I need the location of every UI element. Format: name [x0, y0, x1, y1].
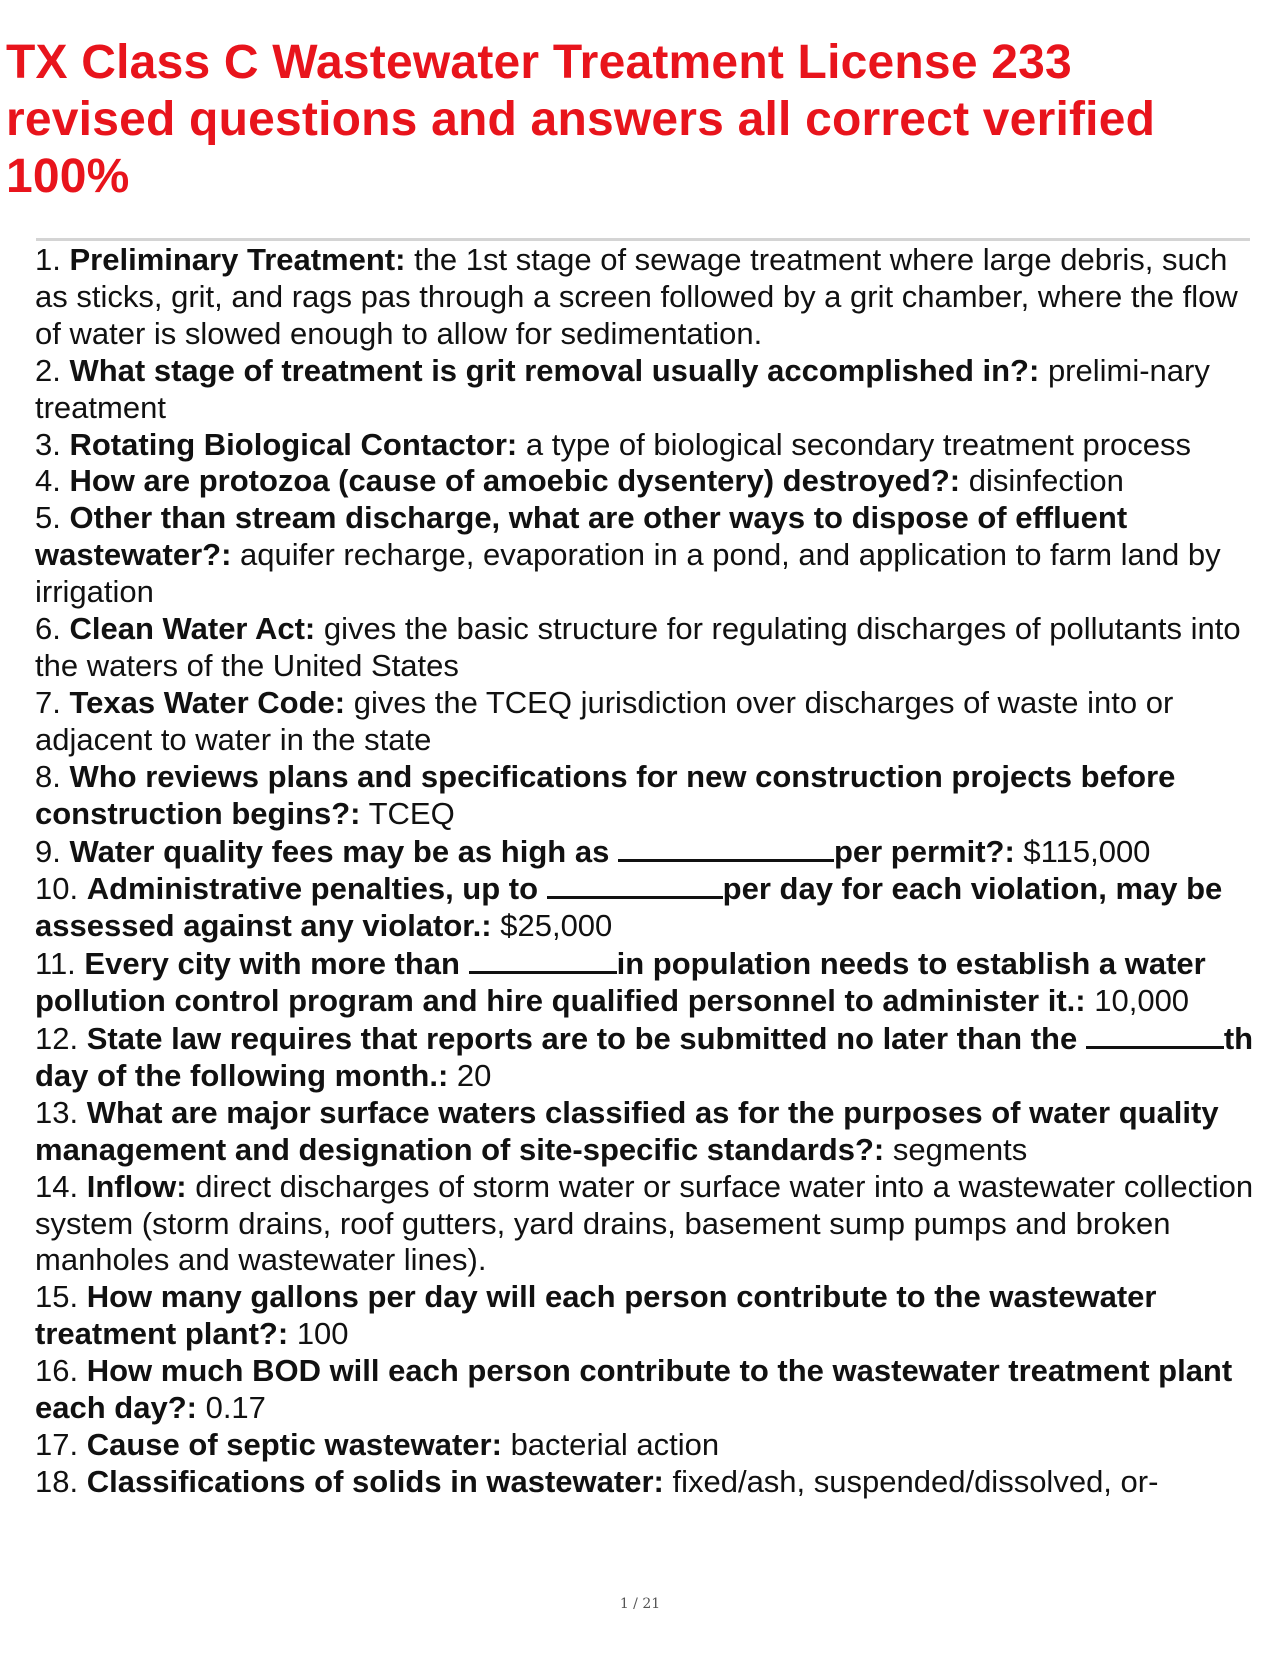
- question-before-blank: State law requires that reports are to be submitted no later than the: [86, 1021, 1078, 1057]
- item-number: 11.: [35, 946, 76, 982]
- answer: 0.17: [205, 1390, 266, 1426]
- question: Other than stream discharge, what are other ways to dispose of effluent wastewater?:: [35, 500, 1128, 573]
- question-after-blank: in population needs to establish a water pollution control program and hire qualified personnel to administer it.:: [35, 946, 1206, 1019]
- document-title: TX Class C Wastewater Treatment License 233 revised questions and answers all correct verified 100%: [6, 36, 1156, 203]
- answer: TCEQ: [368, 795, 455, 831]
- qa-item-15: [35, 1279, 1255, 1353]
- question: Who reviews plans and specifications for new construction projects before construction begins?:: [35, 758, 1176, 831]
- answer: bacterial action: [510, 1427, 720, 1462]
- page-number: 1 / 21: [619, 1596, 661, 1612]
- question: Inflow:: [86, 1168, 187, 1204]
- question: How many gallons per day will each person contribute to the wastewater treatment plant?:: [35, 1279, 1157, 1352]
- question-before-blank: Every city with more than: [84, 946, 460, 982]
- qa-item-1: [35, 242, 1255, 353]
- qa-item-4: [35, 463, 1255, 500]
- answer: $115,000: [1023, 833, 1151, 869]
- qa-item-5: [35, 500, 1255, 611]
- question: Preliminary Treatment:: [69, 242, 406, 277]
- qa-item-2: [35, 353, 1255, 427]
- fill-in-blank: [469, 945, 617, 974]
- answer: direct discharges of storm water or surface water into a wastewater collection system (storm drains, roof gutters, yard drains, basement sump pumps and broken manholes and wastewater lines).: [35, 1168, 1254, 1278]
- qa-item-14: [35, 1169, 1255, 1280]
- question: What stage of treatment is grit removal usually accomplished in?:: [69, 352, 1040, 388]
- answer: 20: [456, 1057, 492, 1093]
- item-number: 15.: [35, 1279, 79, 1315]
- item-number: 9.: [35, 833, 61, 869]
- qa-item-7: [35, 685, 1255, 759]
- question: What are major surface waters classified as for the purposes of water quality management and designation of site-specific standards?:: [35, 1094, 1219, 1167]
- answer: $25,000: [500, 908, 613, 944]
- answer: 10,000: [1094, 983, 1190, 1019]
- fill-in-blank: [618, 833, 834, 862]
- item-number: 2.: [35, 352, 61, 388]
- item-number: 10.: [35, 871, 79, 907]
- qa-item-17: [35, 1427, 1255, 1464]
- item-number: 1.: [35, 242, 61, 277]
- question-before-blank: Water quality fees may be as high as: [69, 833, 610, 869]
- question-after-blank: per day for each violation, may be assessed against any violator.:: [35, 871, 1223, 944]
- answer: prelimi-nary treatment: [35, 352, 1210, 425]
- item-number: 5.: [35, 500, 61, 536]
- qa-item-8: [35, 759, 1255, 833]
- item-number: 8.: [35, 758, 61, 794]
- question: Classifications of solids in wastewater:: [86, 1463, 664, 1499]
- question-after-blank: per permit?:: [833, 833, 1015, 869]
- answer: gives the TCEQ jurisdiction over discharges of waste into or adjacent to water in the state: [35, 684, 1174, 757]
- question: Clean Water Act:: [69, 611, 316, 647]
- qa-item-3: [35, 427, 1255, 464]
- question: How are protozoa (cause of amoebic dysentery) destroyed?:: [69, 463, 961, 499]
- qa-item-9: [35, 833, 1255, 871]
- qa-list: [35, 242, 1255, 1501]
- qa-item-13: [35, 1095, 1255, 1169]
- answer: gives the basic structure for regulating discharges of pollutants into the waters of the United States: [35, 611, 1241, 683]
- qa-item-12: [35, 1020, 1255, 1095]
- answer: segments: [892, 1131, 1028, 1167]
- answer: 100: [296, 1316, 349, 1352]
- question-after-blank: th day of the following month.:: [35, 1021, 1254, 1093]
- qa-item-11: [35, 945, 1255, 1020]
- question: Cause of septic wastewater:: [86, 1427, 502, 1462]
- question-before-blank: Administrative penalties, up to: [86, 871, 539, 907]
- item-number: 3.: [35, 426, 61, 462]
- fill-in-blank: [547, 870, 723, 899]
- qa-item-6: [35, 611, 1255, 685]
- answer: the 1st stage of sewage treatment where large debris, such as sticks, grit, and rags pas through a screen followed by a grit chamber, where the flow of water is slowed enough to allow for sedimentation.: [35, 242, 1238, 351]
- item-number: 17.: [35, 1427, 79, 1462]
- item-number: 12.: [35, 1021, 79, 1057]
- item-number: 6.: [35, 611, 61, 647]
- item-number: 7.: [35, 684, 61, 720]
- item-number: 13.: [35, 1094, 79, 1130]
- qa-item-10: [35, 870, 1255, 945]
- question: Texas Water Code:: [69, 684, 346, 720]
- header-divider: [36, 238, 1250, 241]
- answer: disinfection: [968, 463, 1124, 499]
- qa-item-16: [35, 1353, 1255, 1427]
- answer: fixed/ash, suspended/dissolved, or-: [672, 1463, 1159, 1499]
- answer: aquifer recharge, evaporation in a pond, and application to farm land by irrigation: [35, 537, 1221, 610]
- question: How much BOD will each person contribute to the wastewater treatment plant each day?:: [35, 1353, 1233, 1426]
- item-number: 16.: [35, 1353, 79, 1389]
- item-number: 18.: [35, 1463, 79, 1499]
- question: Rotating Biological Contactor:: [69, 426, 518, 462]
- item-number: 14.: [35, 1168, 79, 1204]
- qa-item-18: [35, 1464, 1255, 1501]
- fill-in-blank: [1086, 1020, 1224, 1049]
- item-number: 4.: [35, 463, 61, 499]
- answer: a type of biological secondary treatment process: [525, 426, 1192, 462]
